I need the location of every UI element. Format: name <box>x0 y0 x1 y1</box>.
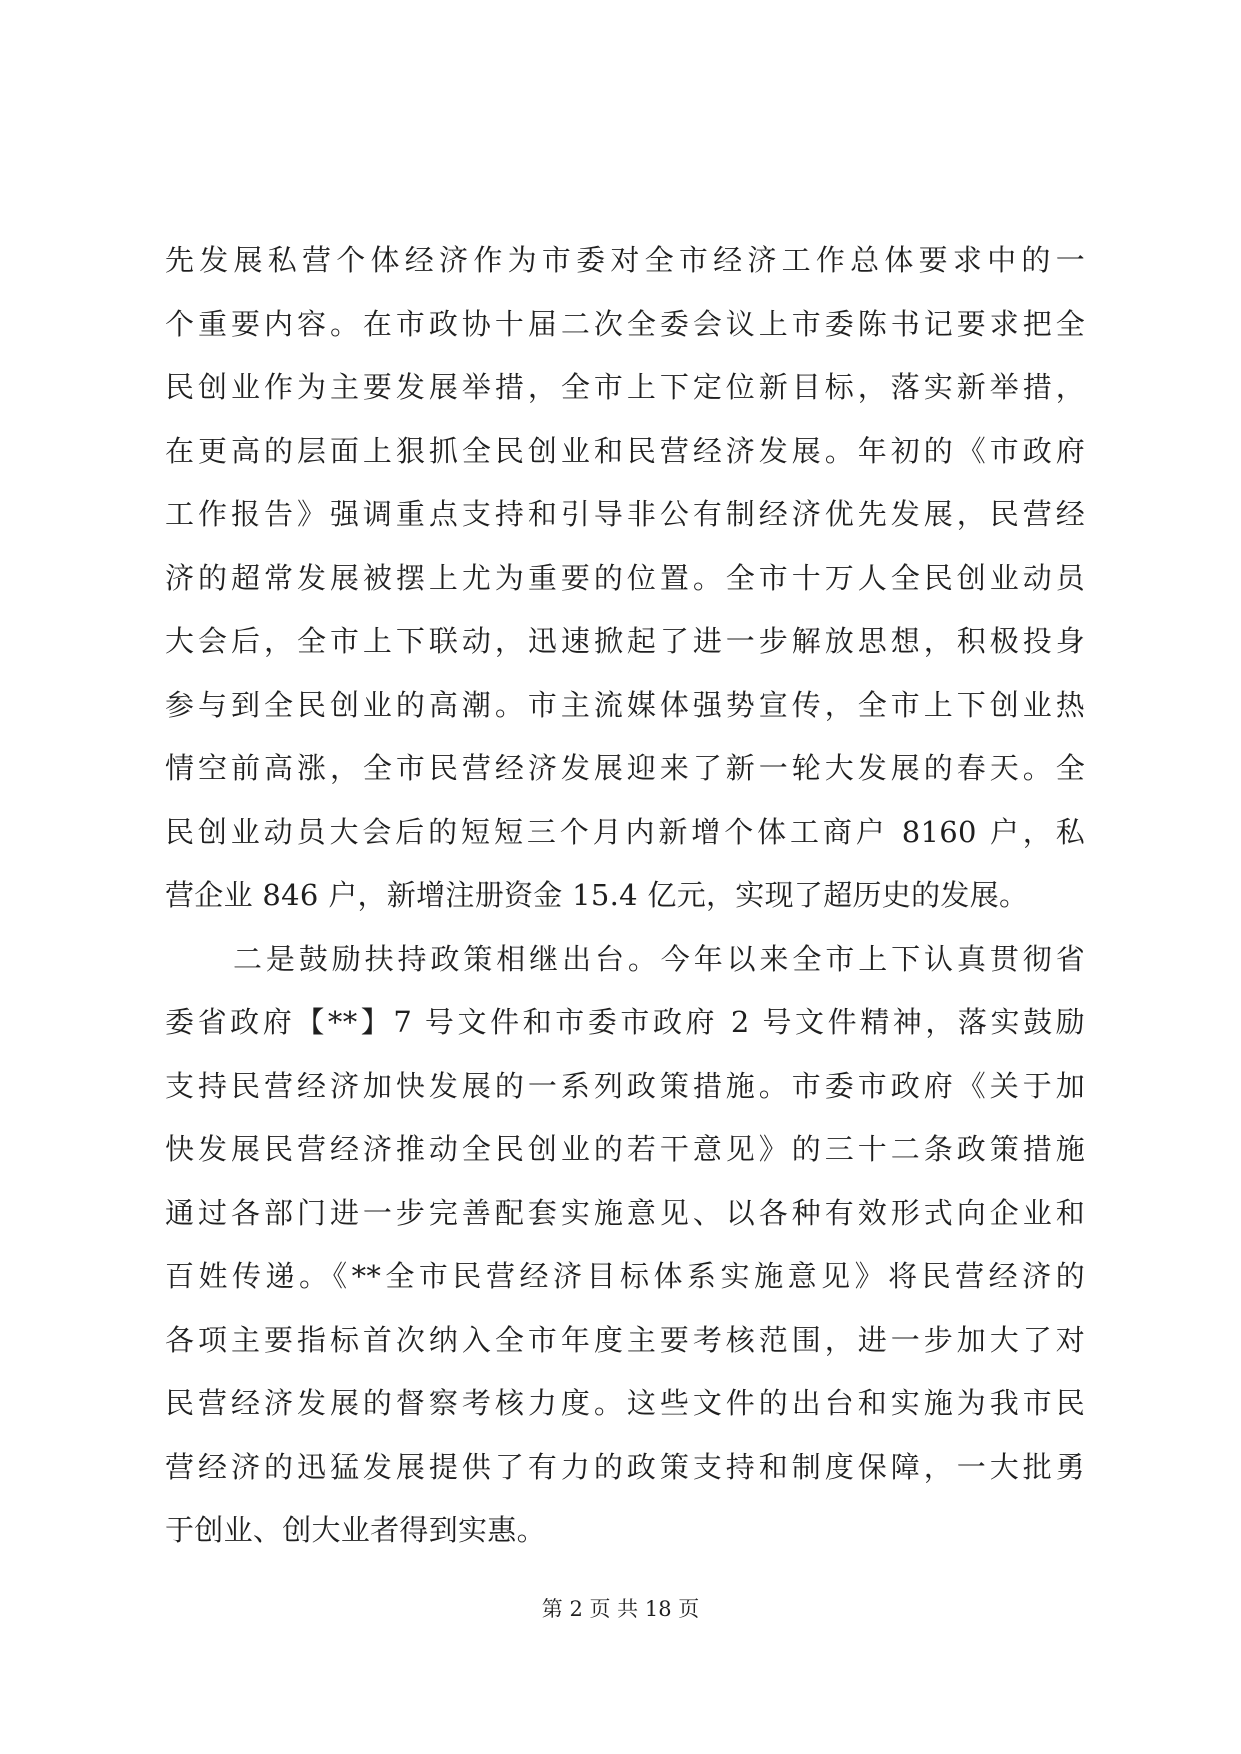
text-line: 支持民营经济加快发展的一系列政策措施。市委市政府《关于加 <box>165 1068 1085 1103</box>
text-line: 委省政府【**】7 号文件和市委市政府 2 号文件精神，落实鼓励 <box>165 1005 1085 1039</box>
paragraph-2 <box>165 928 1085 1563</box>
document-body <box>165 229 1085 1563</box>
text-line: 情空前高涨，全市民营经济发展迎来了新一轮大发展的春天。全 <box>165 751 1085 785</box>
text-line: 通过各部门进一步完善配套实施意见、以各种有效形式向企业和 <box>165 1195 1085 1230</box>
text-line: 民创业动员大会后的短短三个月内新增个体工商户 8160 户，私 <box>165 814 1085 849</box>
paragraph-1 <box>165 229 1085 928</box>
text-line: 百姓传递。《**全市民营经济目标体系实施意见》将民营经济的 <box>165 1259 1085 1293</box>
text-line: 快发展民营经济推动全民创业的若干意见》的三十二条政策措施 <box>165 1132 1085 1166</box>
text-line: 济的超常发展被摆上尤为重要的位置。全市十万人全民创业动员 <box>165 560 1085 595</box>
text-line: 各项主要指标首次纳入全市年度主要考核范围，进一步加大了对 <box>165 1322 1085 1357</box>
text-line: 个重要内容。在市政协十届二次全委会议上市委陈书记要求把全 <box>165 306 1085 341</box>
text-line: 二是鼓励扶持政策相继出台。今年以来全市上下认真贯彻省 <box>233 941 1085 976</box>
text-line: 在更高的层面上狠抓全民创业和民营经济发展。年初的《市政府 <box>165 433 1085 468</box>
text-line: 民创业作为主要发展举措，全市上下定位新目标，落实新举措， <box>165 370 1085 404</box>
text-line: 于创业、创大业者得到实惠。 <box>165 1513 546 1547</box>
text-line: 营企业 846 户，新增注册资金 15.4 亿元，实现了超历史的发展。 <box>165 878 1029 912</box>
text-line: 工作报告》强调重点支持和引导非公有制经济优先发展，民营经 <box>165 497 1085 531</box>
text-line: 民营经济发展的督察考核力度。这些文件的出台和实施为我市民 <box>165 1386 1085 1420</box>
text-line: 参与到全民创业的高潮。市主流媒体强势宣传，全市上下创业热 <box>165 687 1085 722</box>
text-line: 先发展私营个体经济作为市委对全市经济工作总体要求中的一 <box>165 243 1085 277</box>
text-line: 大会后，全市上下联动，迅速掀起了进一步解放思想，积极投身 <box>165 624 1085 658</box>
text-line: 营经济的迅猛发展提供了有力的政策支持和制度保障，一大批勇 <box>165 1449 1085 1484</box>
page-footer <box>0 1593 1241 1623</box>
page-number-label: 第 2 页 共 18 页 <box>541 1597 700 1621</box>
